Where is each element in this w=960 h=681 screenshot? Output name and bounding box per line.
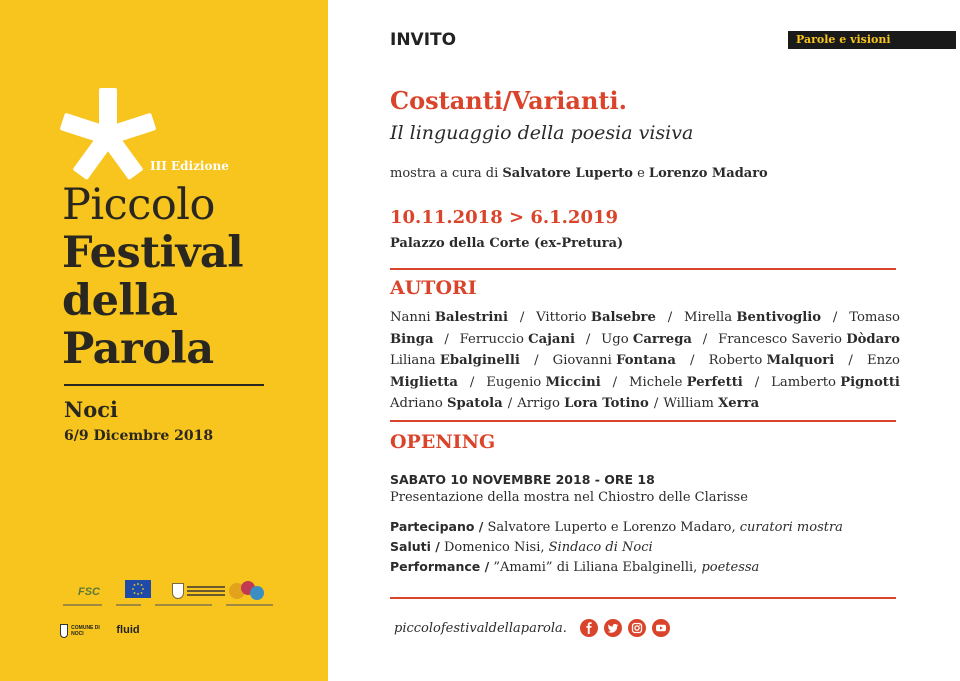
exhibition-subtitle: Il linguaggio della poesia visiva	[390, 122, 694, 144]
author-name: Enzo	[866, 353, 900, 368]
separator: /	[444, 331, 449, 347]
author-name: Nanni Balestrini	[390, 310, 508, 325]
author-name: William Xerra	[663, 396, 760, 411]
series-tag: Parole e visioni	[788, 31, 956, 49]
separator: /	[690, 353, 695, 368]
regione-puglia-logo	[168, 580, 228, 602]
author-name: Michele Perfetti	[629, 374, 743, 390]
author-name: Ugo Carrega	[601, 331, 692, 347]
separator: /	[832, 310, 838, 325]
author-name: Adriano Spatola	[390, 396, 503, 411]
author-name: Ferruccio Cajani	[459, 331, 576, 347]
instagram-icon[interactable]	[628, 619, 646, 637]
puglia-cultura-icon	[228, 578, 266, 604]
author-name: Liliana Ebalginelli	[390, 353, 520, 368]
festival-dates: 6/9 Dicembre 2018	[64, 428, 214, 444]
separator: /	[507, 396, 513, 411]
performance-line: Performance / ”Amami” di Liliana Ebalginelli, poetessa	[390, 559, 760, 575]
separator: /	[585, 331, 591, 347]
youtube-icon[interactable]	[652, 619, 670, 637]
festival-city: Noci	[64, 397, 118, 422]
curators-line: mostra a cura di Salvatore Luperto e Lorenzo Madaro	[390, 166, 768, 181]
author-name: Roberto Malquori	[708, 353, 835, 368]
author-name: Vittorio Balsebre	[536, 310, 656, 325]
opening-heading: OPENING	[390, 431, 496, 453]
opening-description: Presentazione della mostra nel Chiostro delle Clarisse	[390, 490, 748, 505]
separator: /	[519, 310, 525, 325]
author-name: Giovanni Fontana	[552, 353, 676, 368]
authors-line	[390, 372, 900, 394]
authors-list	[390, 307, 900, 415]
separator: /	[534, 353, 539, 368]
noci-crest-icon	[60, 624, 68, 638]
festival-title-line: della	[62, 276, 178, 326]
eu-stars-icon	[129, 582, 147, 596]
separator: /	[469, 374, 475, 390]
separator: /	[754, 374, 760, 390]
section-divider	[390, 268, 896, 270]
authors-line	[390, 307, 900, 329]
festival-title	[62, 181, 243, 373]
crest-icon	[172, 583, 184, 599]
festival-title-line: Festival	[62, 228, 244, 278]
festival-title-line: Piccolo	[62, 180, 215, 230]
author-name: Arrigo Lora Totino	[517, 396, 649, 411]
author-name: Tomaso	[849, 310, 900, 325]
website-link[interactable]: piccolofestivaldellaparola.	[394, 621, 567, 636]
curator-name: Lorenzo Madaro	[648, 166, 768, 181]
authors-line	[390, 329, 900, 351]
author-name: Mirella Bentivoglio	[684, 310, 822, 325]
author-name: Lamberto Pignotti	[771, 374, 900, 390]
eu-flag-logo	[125, 580, 151, 598]
exhibition-dates: 10.11.2018 > 6.1.2019	[390, 207, 619, 228]
curator-name: Salvatore Luperto	[502, 166, 633, 181]
festival-title-line: Parola	[62, 324, 214, 374]
author-name: Binga	[390, 331, 434, 347]
separator: /	[612, 374, 618, 390]
sponsor-strip	[63, 604, 273, 606]
separator: /	[667, 310, 673, 325]
author-name: Eugenio Miccini	[486, 374, 601, 390]
twitter-icon[interactable]	[604, 619, 622, 637]
festival-panel	[0, 0, 328, 681]
participants-line: Partecipano / Salvatore Luperto e Lorenzo Madaro, curatori mostra	[390, 519, 843, 535]
edition-label: III Edizione	[150, 159, 229, 173]
divider	[64, 384, 264, 386]
authors-line	[390, 350, 900, 372]
exhibition-title: Costanti/Varianti.	[390, 86, 627, 115]
facebook-icon[interactable]	[580, 619, 598, 637]
fsc-logo: FSC	[78, 586, 100, 598]
section-divider	[390, 420, 896, 422]
puglia-cultura-logo	[228, 578, 266, 604]
opening-date: SABATO 10 NOVEMBRE 2018 - ORE 18	[390, 472, 655, 487]
separator: /	[848, 353, 853, 368]
asterisk-logo-icon	[60, 88, 156, 184]
author-name: Francesco Saverio Dòdaro	[718, 331, 900, 347]
separator: /	[653, 396, 659, 411]
fluid-logo: fluid	[116, 624, 140, 636]
exhibition-venue: Palazzo della Corte (ex-Pretura)	[390, 236, 624, 251]
author-name: Miglietta	[390, 374, 458, 390]
greetings-line: Saluti / Domenico Nisi, Sindaco di Noci	[390, 539, 653, 555]
authors-heading: AUTORI	[390, 277, 477, 299]
section-divider	[390, 597, 896, 599]
invito-heading: INVITO	[390, 30, 457, 50]
comune-di-noci-logo: COMUNE DI NOCI	[60, 622, 104, 640]
authors-line	[390, 393, 900, 415]
separator: /	[702, 331, 708, 347]
